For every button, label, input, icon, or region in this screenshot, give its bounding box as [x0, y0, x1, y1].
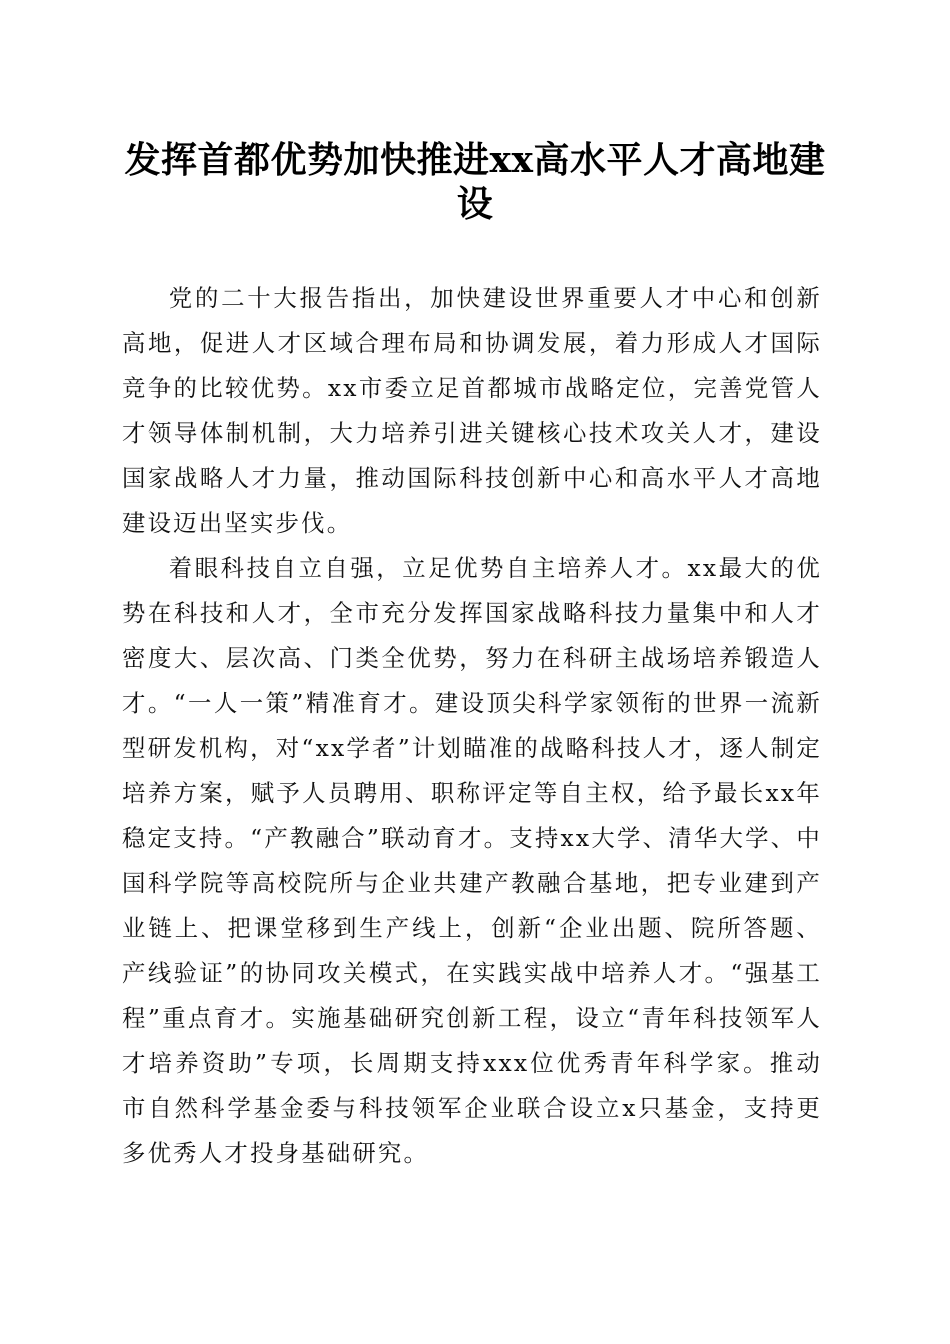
document-body — [122, 276, 822, 1176]
paragraph-2: 着眼科技自立自强，立足优势自主培养人才。xx最大的优势在科技和人才，全市充分发挥国家战略科技力量集中和人才密度大、层次高、门类全优势，努力在科研主战场培养锻造人才。“一人一策”精准育才。建设顶尖科学家领衔的世界一流新型研发机构，对“xx学者”计划瞄准的战略科技人才，逐人制定培养方案，赋予人员聘用、职称评定等自主权，给予最长xx年稳定支持。“产教融合”联动育才。支持xx大学、清华大学、中国科学院等高校院所与企业共建产教融合基地，把专业建到产业链上、把课堂移到生产线上，创新“企业出题、院所答题、产线验证”的协同攻关模式，在实践实战中培养人才。“强基工程”重点育才。实施基础研究创新工程，设立“青年科技领军人才培养资助”专项，长周期支持xxx位优秀青年科学家。推动市自然科学基金委与科技领军企业联合设立x只基金，支持更多优秀人才投身基础研究。 — [122, 554, 822, 1167]
document-title: 发挥首都优势加快推进xx高水平人才高地建设 — [124, 139, 826, 225]
paragraph-1: 党的二十大报告指出，加快建设世界重要人才中心和创新高地，促进人才区域合理布局和协调发展，着力形成人才国际竞争的比较优势。xx市委立足首都城市战略定位，完善党管人才领导体制机制，大力培养引进关键核心技术攻关人才，建设国家战略人才力量，推动国际科技创新中心和高水平人才高地建设迈出坚实步伐。 — [122, 284, 822, 537]
